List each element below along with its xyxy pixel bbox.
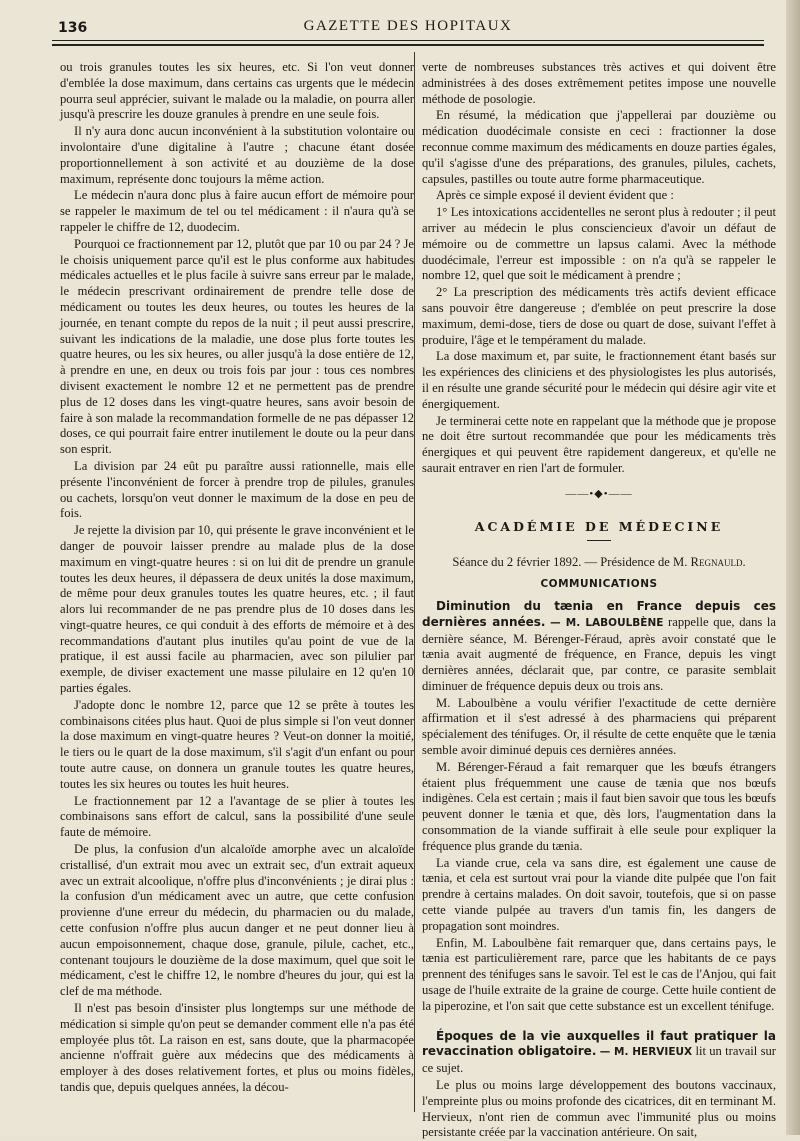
- right-paragraph: La dose maximum et, par suite, le fractionnement étant basés sur les expériences des cliniciens et des physiologistes les plus autorisés, il en résulte une grande sécurité pour le médecin qui désire agir vite et énergiquement.: [422, 349, 776, 411]
- left-paragraph: ou trois granules toutes les six heures, etc. Si l'on veut donner d'emblée la dose maximum, dans certains cas urgents que le médecin pourra seul apprécier, suivant le malade ou la maladie, on pourra aller jusqu'à prescrire les douze granules à prendre en une seule fois.: [60, 60, 414, 122]
- article-author: — M. LABOULBÈNE: [550, 616, 664, 629]
- left-paragraph: Je rejette la division par 10, qui présente le grave inconvénient et le danger de pouvoir laisser prendre au malade plus de la dose maximum en vingt-quatre heures : si on lui dit de prendre un granule toutes les deux heures, il dépassera de deux unités la dose maximum, de même pour deux granules toutes les quatre heures, etc. ; il faut alors lui recommander de ne pas prendre plus de 10 doses dans les vingt-quatre heures, ce qui conduit à des efforts de mémoire et à des recommandations d'autant plus inutiles qu'au point de vue de la pratique, il est aussi facile au pharmacien, avec son pilulier par exemple, de diviser exactement une masse pilulaire en 12 qu'en 10 parties égales.: [60, 523, 414, 696]
- right-paragraph: 2° La prescription des médicaments très actifs devient efficace sans pouvoir être dangereuse ; d'emblée on peut prescrire la dose maximum, demi-dose, tiers de dose ou quart de dose, suivant l'effet à produire, l'âge et le tempérament du malade.: [422, 285, 776, 347]
- left-paragraph: Il n'y aura donc aucun inconvénient à la substitution volontaire ou involontaire d'une digitaline à l'autre ; chacune étant dosée proportionnellement à son activité et au douzième de la dose maximum, représente donc toujours la même action.: [60, 124, 414, 186]
- right-paragraph: 1° Les intoxications accidentelles ne seront plus à redouter ; il peut arriver au médecin le plus consciencieux d'avoir un défaut de mémoire ou de commettre un lapsus calami. Avec la méthode duodécimale, l'erreur est impossible : on n'a qu'à se rappeler le nombre 12, quel que soit le médicament à prendre ;: [422, 205, 776, 283]
- communications-heading: COMMUNICATIONS: [540, 578, 658, 591]
- seance-suffix: .: [742, 555, 746, 570]
- column-divider: [414, 52, 415, 1112]
- right-paragraph: Après ce simple exposé il devient évident que :: [436, 188, 674, 203]
- page-header: [52, 18, 764, 42]
- article-lead-text: rappelle que, dans la dernière séance, M. Bérenger-Féraud, après avoir constaté que le tænia avait augmenté de fréquence, en France, depuis les vingt dernières années, déclarait que, par contre, ce parasite semblait diminuer de fréquence depuis deux ou trois ans.: [422, 614, 776, 693]
- page-number: 136: [58, 20, 88, 36]
- right-paragraph: verte de nombreuses substances très actives et qui doivent être administrées à des doses extrêmement petites impose une nouvelle méthode de posologie.: [422, 60, 776, 106]
- section-rule: [587, 540, 611, 541]
- section-heading: ACADÉMIE DE MÉDECINE: [474, 518, 724, 534]
- seance-prefix: Séance du 2 février 1892. — Présidence de M.: [452, 555, 688, 570]
- left-paragraph: J'adopte donc le nombre 12, parce que 12 se prête à toutes les combinaisons citées plus haut. Quoi de plus simple si l'on veut donner la dose maximum en vingt-quatre heures ? Veut-on donner la moitié, le tiers ou le quart de la dose maximum, s'il s'agit d'un enfant ou pour toute autre cause, on donnera un granule toutes les quatre heures, toutes les six heures ou toutes les huit heures.: [60, 697, 414, 791]
- left-paragraph: La division par 24 eût pu paraître aussi rationnelle, mais elle présente l'inconvénient de forcer à prendre trop de pilules, granules ou cachets, lorsqu'on veut donner le maximum de la dose en peu de fois.: [60, 458, 414, 521]
- left-paragraph: Le fractionnement par 12 a l'avantage de se plier à toutes les combinaisons sans effort de calcul, sans la possibilité d'une seule faute de mémoire.: [60, 793, 414, 840]
- left-paragraph: Le médecin n'aura donc plus à faire aucun effort de mémoire pour se rappeler le maximum de tel ou tel médicament : il n'aura qu'à se rappeler le chiffre de 12, duodecim.: [60, 188, 414, 234]
- seance-line: [422, 555, 776, 571]
- left-paragraph: De plus, la confusion d'un alcaloïde amorphe avec un alcaloïde cristallisé, d'un extrait mou avec un extrait sec, d'un extrait aqueux avec un extrait alcoolique, n'offre plus d'inconvénients ; je dirai plus : la confusion d'un médicament avec un autre, que cette confusion provienne d'une erreur du médecin, du pharmacien ou du malade, cette confusion n'offre plus aucun danger et ne peut donner lieu à aucun empoisonnement, chaque dose, granule, pilule, cachet, etc., contenant toujours le douzième de la dose maximum, quel que soit le médicament, c'est le chiffre 12, le nombre d'heures du jour, qui est la clef de ma méthode.: [60, 842, 414, 999]
- article-author: — M. HERVIEUX: [599, 1046, 693, 1059]
- article-lead-text: lit un travail sur ce sujet.: [422, 1044, 777, 1076]
- article-lead: [422, 599, 776, 695]
- article-paragraph: M. Bérenger-Féraud a fait remarquer que les bœufs étrangers étaient plus fréquemment une cause de tænia que nos bœufs indigènes. Cela est certain ; mais il faut bien savoir que tous les bœufs peuvent donner le tænia et que, dès lors, l'augmentation dans la consommation de la viande suffirait à elle seule pour expliquer la fréquence plus grande du tænia.: [422, 759, 776, 853]
- article-paragraph: Enfin, M. Laboulbène fait remarquer que, dans certains pays, le tænia est particulièrement rare, parce que les habitants de ce pays prennent des ténifuges sans le savoir. Tel est le cas de l'Anjou, qui fait usage de l'huile extraite de la graine de courge. Cette huile contient de la piperozine, et l'on sait que cette substance est un excellent ténifuge.: [422, 935, 776, 1013]
- left-paragraph: Pourquoi ce fractionnement par 12, plutôt que par 10 ou par 24 ? Je le choisis uniquement parce qu'il est le plus conforme aux habitudes médicales actuelles et le plus facile à suivre sans erreur par le malade, le médecin prescrivant ordinairement de prendre telle dose de médicament ou toutes les deux heures, ou toutes les heures de la journée, en tenant compte du repos de la nuit ; il peut aussi prescrire, suivant les indications de la maladie, une dose plus forte toutes les quatre heures, ou les six heures, ou aller jusqu'à la dose entière de 12, à prendre en une, en deux ou trois fois par jour : tous ces nombres divisent exactement le nombre 12 et ne permettent pas de prendre plus de 12 doses dans les vingt-quatre heures, sans avoir besoin de faire à son malade la recommandation formelle de ne pas dépasser 12 doses, ce qui pourrait faire entrer inutilement le doute ou la peur dans son esprit.: [60, 236, 414, 457]
- right-paragraph: Je terminerai cette note en rappelant que la méthode que je propose ne doit être surtout recommandée que pour les médicaments très énergiques et qui peuvent être rapidement dangereux, et qu'elle ne saurait entraver en rien l'art de formuler.: [422, 413, 776, 475]
- article-title: Époques de la vie auxquelles il faut pratiquer la revaccination obligatoire.: [422, 1028, 776, 1059]
- journal-title: GAZETTE DES HOPITAUX: [303, 18, 513, 34]
- seance-president: Regnauld: [690, 555, 743, 570]
- header-rule-thin: [52, 40, 764, 41]
- section-ornament: ——•◆•——: [565, 487, 633, 500]
- header-rule-thick: [52, 44, 764, 46]
- left-column: [60, 60, 414, 1096]
- article-paragraph: La viande crue, cela va sans dire, est également une cause de tænia, et cela est surtout vrai pour la viande dite pulpée que l'on fait prendre à certains malades. On doit savoir, toutefois, que si on passe cette viande pulpée au travers d'un tamis fin, les dangers de propagation sont moindres.: [422, 855, 776, 933]
- right-column: [422, 60, 776, 1141]
- left-paragraph: Il n'est pas besoin d'insister plus longtemps sur une méthode de médication si simple qu'on peut se demander comment elle n'a pas été employée plus tôt. La raison en est, sans doute, que la pharmacopée ancienne n'offrait guère aux médecins que des médicaments à employer à des doses relativement fortes, et plus ou moins fidèles, tandis que, depuis quelques années, la décou-: [60, 1001, 414, 1094]
- article-lead: [422, 1029, 776, 1077]
- article-title: Diminution du tænia en France depuis ces dernières années.: [422, 598, 776, 629]
- article-paragraph: Le plus ou moins large développement des boutons vaccinaux, l'empreinte plus ou moins profonde des cicatrices, dit en terminant M. Hervieux, n'ont rien de commun avec l'immunité plus ou moins persistante créée par la vaccination antérieure. On sait,: [422, 1078, 776, 1140]
- right-paragraph: En résumé, la médication que j'appellerai par douzième ou médication duodécimale consiste en ceci : fractionner la dose reconnue comme maximum des médicaments en douze parties égales, qu'il s'agisse d'une des préparations, des granules, pilules, cachets, capsules, pastilles ou toute autre forme pharmaceutique.: [422, 108, 776, 186]
- page-edge-shadow: [786, 0, 800, 1135]
- article-paragraph: M. Laboulbène a voulu vérifier l'exactitude de cette dernière affirmation et il s'est adressé à des pharmaciens qui préparent spécialement des ténifuges. Or, il résulte de cette enquête que le tænia semble avoir diminué depuis ces dernières années.: [422, 695, 776, 758]
